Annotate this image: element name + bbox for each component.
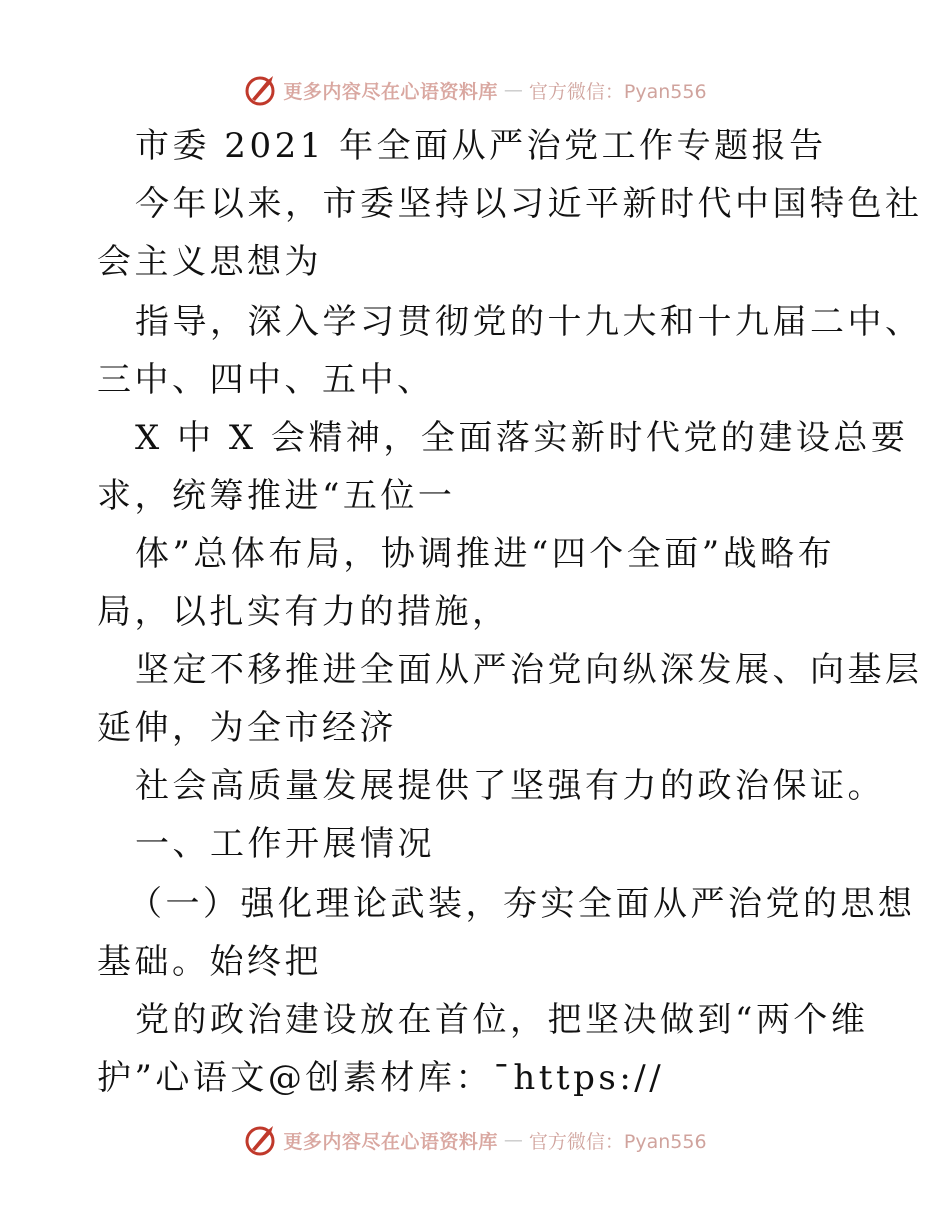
watermark-left-text: 更多内容尽在心语资料库: [283, 80, 498, 103]
doc-line: 局，以扎实有力的措施，: [97, 592, 510, 632]
watermark-right-text: 官方微信：Pyan556: [528, 80, 707, 103]
subsection-heading: （一）强化理论武装，夯实全面从严治党的思想: [128, 884, 916, 924]
doc-line: X 中 X 会精神，全面落实新时代党的建设总要: [135, 418, 909, 458]
doc-line: 三中、四中、五中、: [97, 360, 435, 400]
doc-title: 市委 2021 年全面从严治党工作专题报告: [135, 126, 827, 166]
doc-line: 社会高质量发展提供了坚强有力的政治保证。: [135, 766, 885, 806]
section-heading: 一、工作开展情况: [135, 824, 435, 864]
doc-line: 党的政治建设放在首位，把坚决做到“两个维: [135, 1000, 869, 1040]
doc-line: 会主义思想为: [97, 242, 322, 282]
quill-logo-icon: [243, 1123, 277, 1157]
doc-line: 延伸，为全市经济: [97, 708, 397, 748]
doc-line: 求，统筹推进“五位一: [97, 476, 456, 516]
watermark-right-text: 官方微信：Pyan556: [528, 1130, 707, 1153]
watermark-dash: —: [503, 1129, 523, 1151]
doc-line: 坚定不移推进全面从严治党向纵深发展、向基层: [135, 650, 923, 690]
doc-line: 护”心语文@创素材库：¯https://: [97, 1058, 665, 1098]
watermark-footer: [0, 1122, 950, 1158]
doc-line: 基础。始终把: [97, 942, 322, 982]
watermark-left-text: 更多内容尽在心语资料库: [283, 1130, 498, 1153]
doc-line: 指导，深入学习贯彻党的十九大和十九届二中、: [135, 302, 923, 342]
doc-line: 体”总体布局，协调推进“四个全面”战略布: [135, 534, 836, 574]
watermark-header: [0, 72, 950, 108]
quill-logo-icon: [243, 73, 277, 107]
doc-line: 今年以来，市委坚持以习近平新时代中国特色社: [135, 184, 923, 224]
watermark-dash: —: [503, 79, 523, 101]
